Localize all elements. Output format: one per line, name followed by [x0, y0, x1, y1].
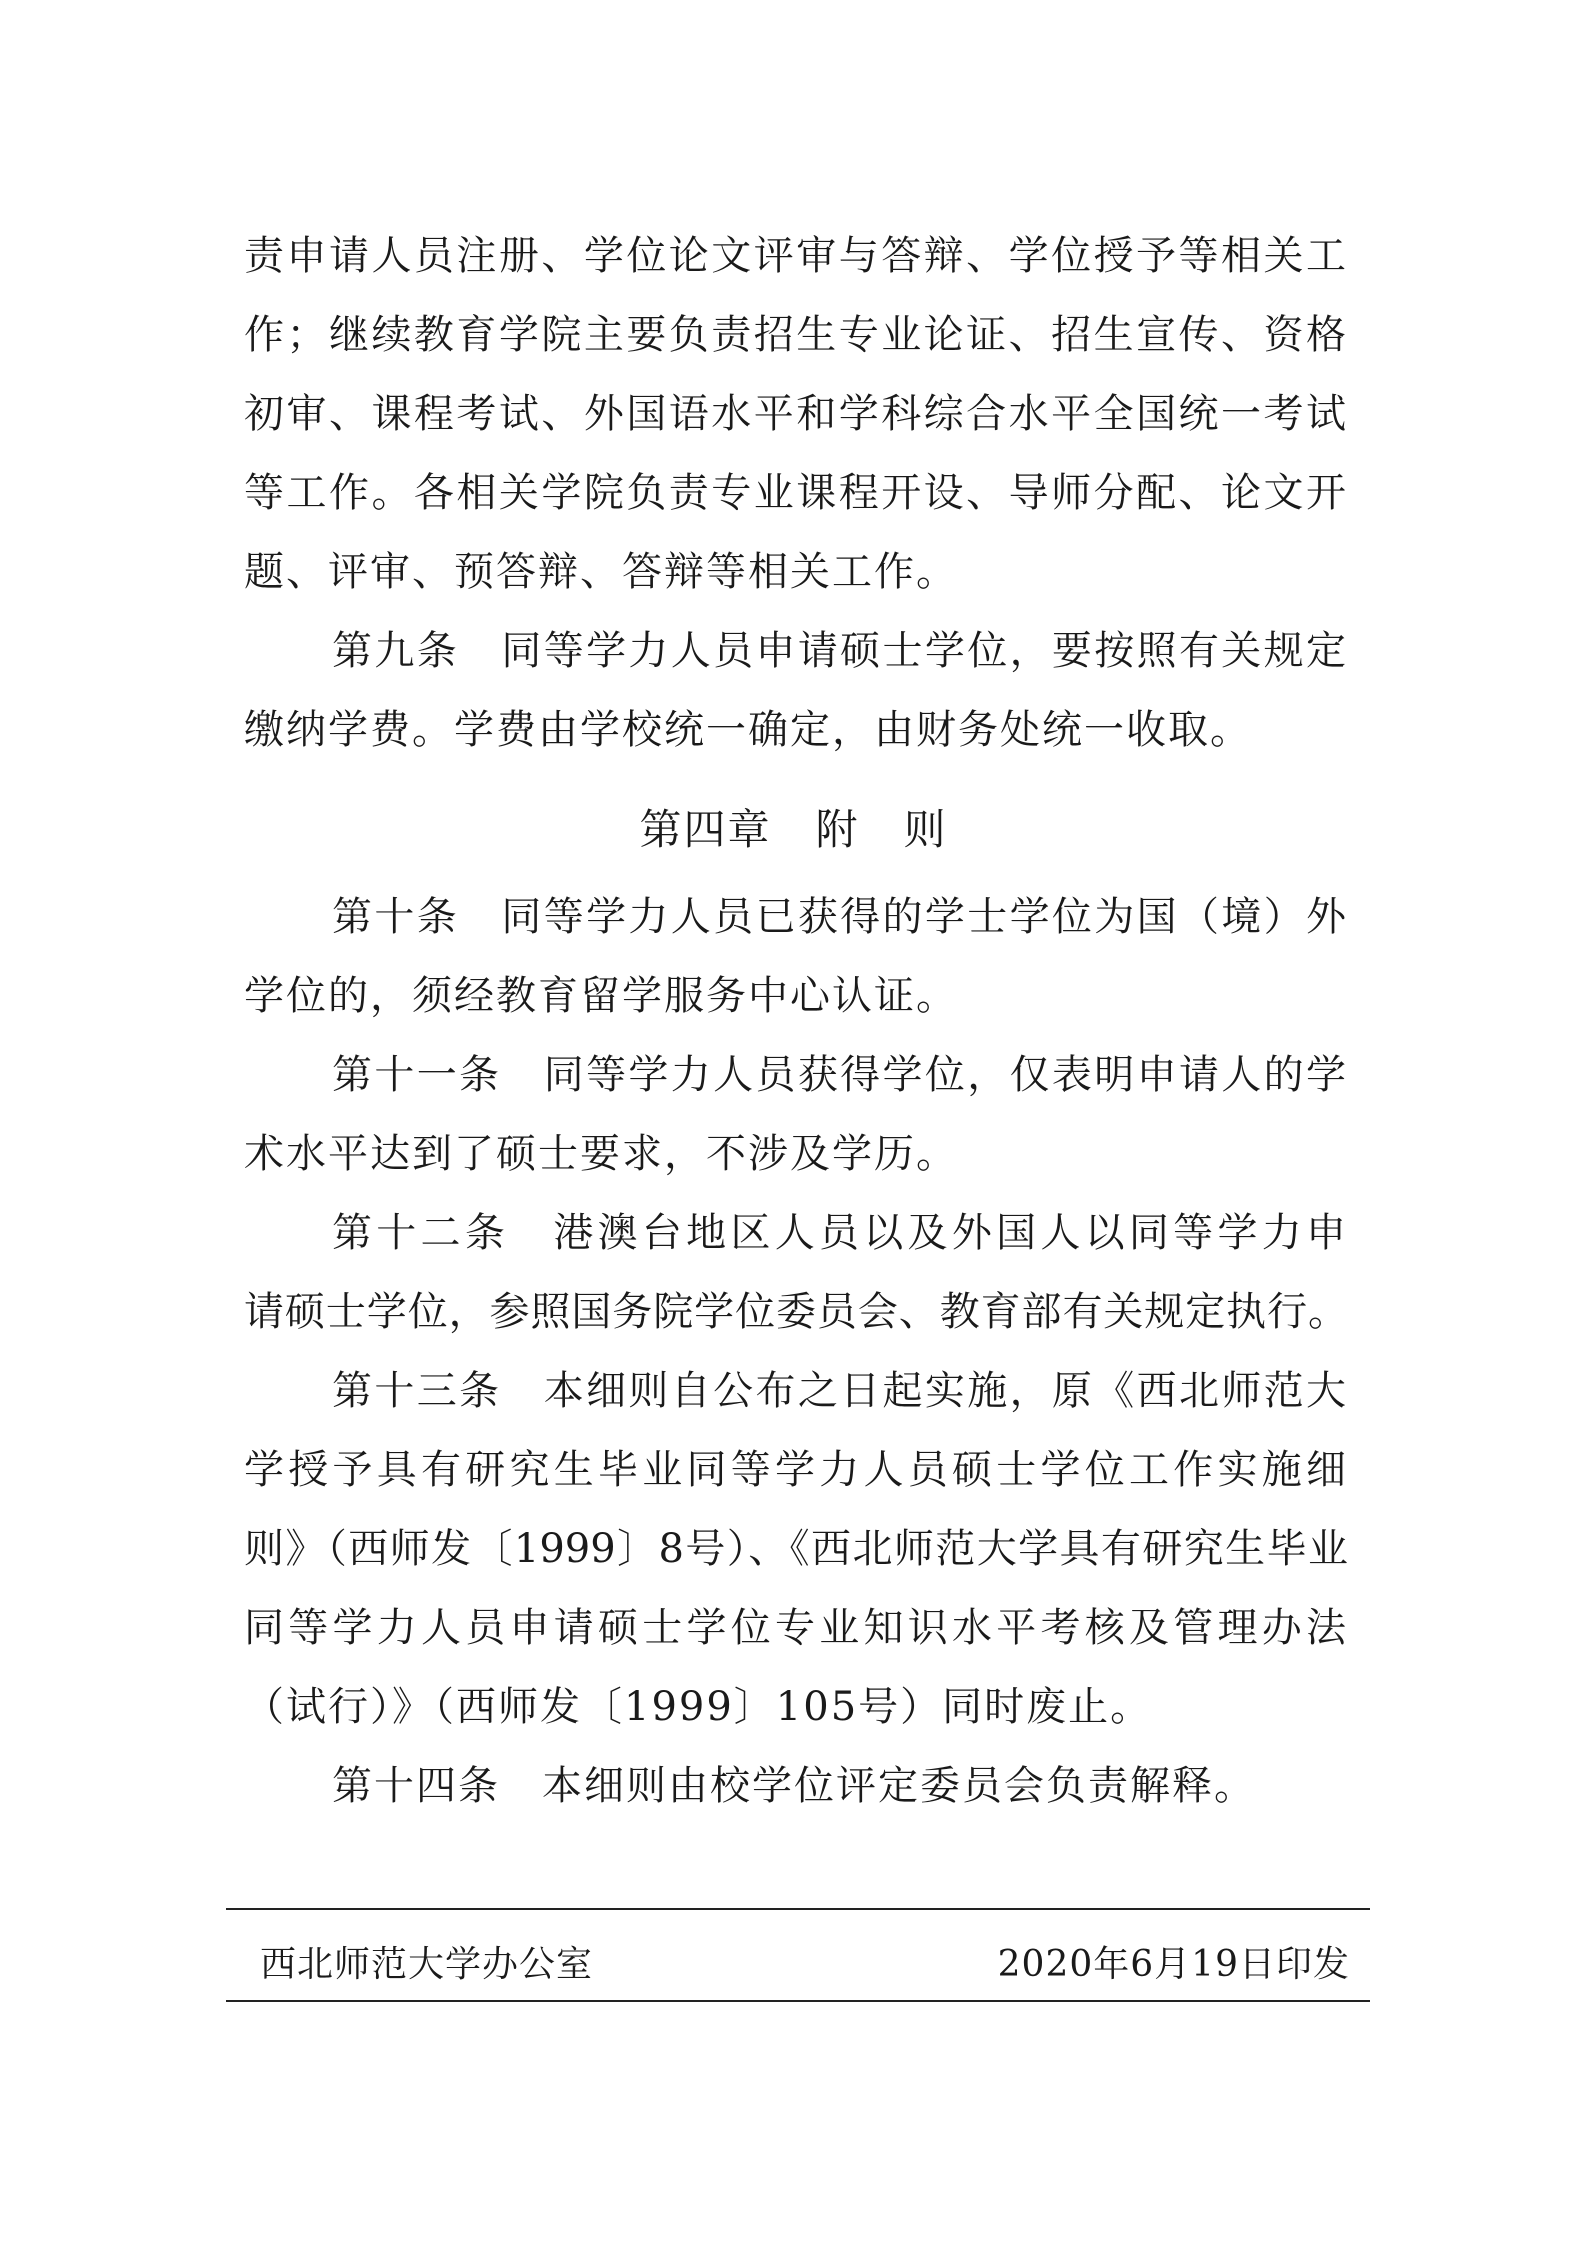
article-11-line: 第十一条 同等学力人员获得学位，仅表明申请人的学: [332, 1052, 1348, 1098]
article-13-line: 同等学力人员申请硕士学位专业知识水平考核及管理办法: [244, 1605, 1348, 1651]
article-11-line: 术水平达到了硕士要求，不涉及学历。: [244, 1131, 958, 1177]
footer-top-rule: [226, 1908, 1370, 1910]
article-13-line: 第十三条 本细则自公布之日起实施，原《西北师范大: [332, 1368, 1348, 1414]
article-13-line: 学授予具有研究生毕业同等学力人员硕士学位工作实施细: [244, 1447, 1348, 1493]
issuer-name: 西北师范大学办公室: [260, 1943, 594, 1985]
body-line: 等工作。各相关学院负责专业课程开设、导师分配、论文开: [244, 470, 1348, 516]
footer-bottom-rule: [226, 2000, 1370, 2002]
issuance-footer: [260, 1936, 1350, 1986]
article-9-line: 第九条 同等学力人员申请硕士学位，要按照有关规定: [332, 628, 1348, 674]
article-12-line: 请硕士学位，参照国务院学位委员会、教育部有关规定执行。: [244, 1289, 1348, 1335]
body-line: 题、评审、预答辩、答辩等相关工作。: [244, 549, 958, 595]
article-10-line: 第十条 同等学力人员已获得的学士学位为国（境）外: [332, 894, 1348, 940]
issue-date: 2020年6月19日印发: [997, 1943, 1350, 1985]
article-10-line: 学位的，须经教育留学服务中心认证。: [244, 973, 958, 1019]
body-line: 作；继续教育学院主要负责招生专业论证、招生宣传、资格: [244, 312, 1348, 358]
article-9-line: 缴纳学费。学费由学校统一确定，由财务处统一收取。: [244, 707, 1252, 753]
article-14-line: 第十四条 本细则由校学位评定委员会负责解释。: [332, 1763, 1256, 1809]
article-13-line: 则》（西师发〔1999〕8号）、《西北师范大学具有研究生毕业: [244, 1526, 1348, 1572]
article-13-line: （试行）》（西师发〔1999〕105号）同时废止。: [244, 1684, 1153, 1730]
article-12-line: 第十二条 港澳台地区人员以及外国人以同等学力申: [332, 1210, 1348, 1256]
chapter-title: 第四章 附 则: [639, 805, 948, 854]
body-line: 初审、课程考试、外国语水平和学科综合水平全国统一考试: [244, 391, 1348, 437]
body-line: 责申请人员注册、学位论文评审与答辩、学位授予等相关工: [244, 233, 1348, 279]
